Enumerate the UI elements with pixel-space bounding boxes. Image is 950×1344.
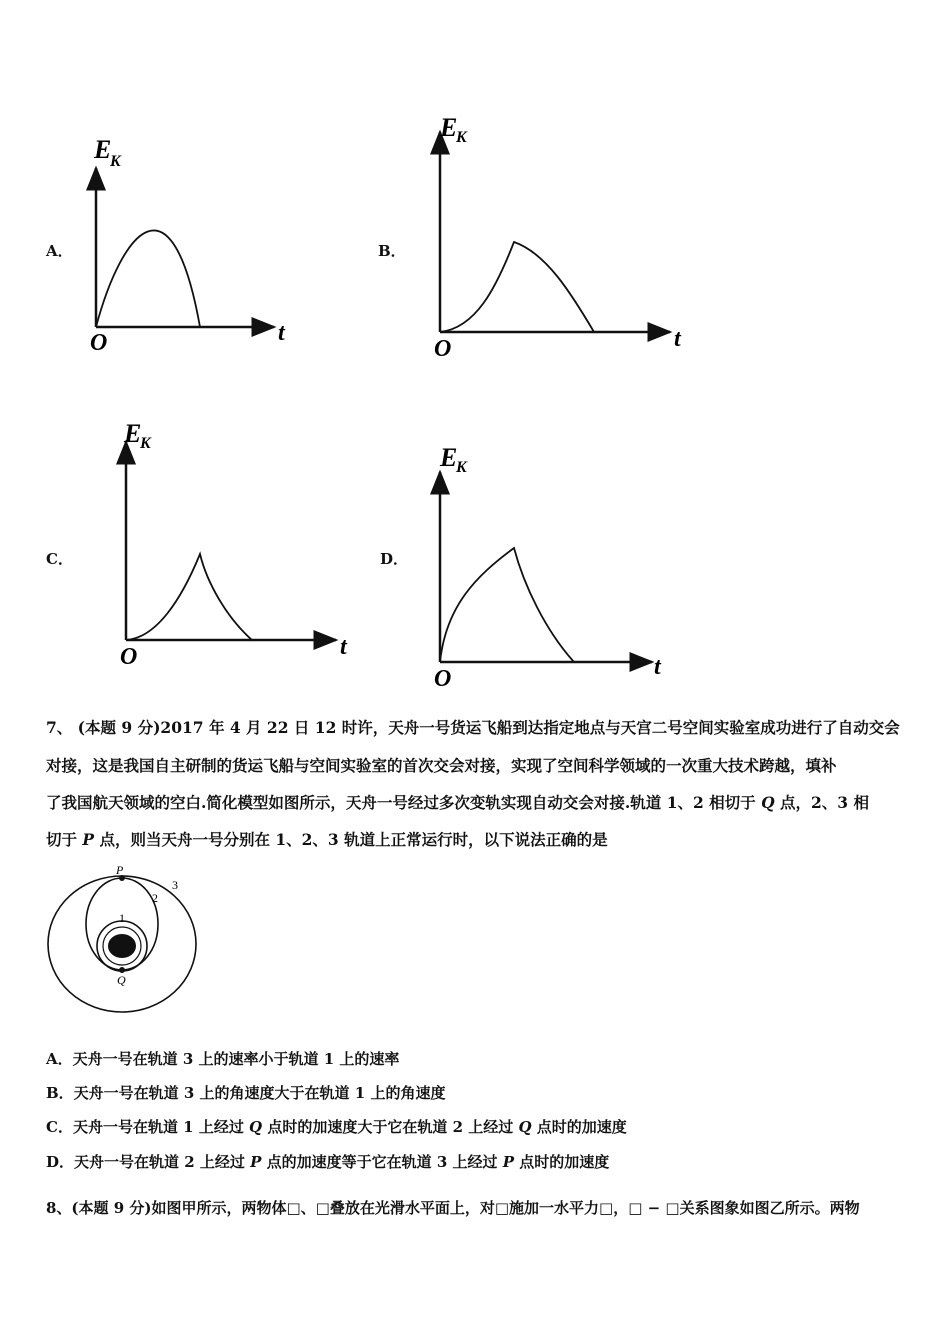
point-q-label: Q [117, 973, 126, 987]
y-axis-label: E [124, 419, 142, 448]
y-axis-label: E [440, 113, 458, 142]
x-axis-label: t [654, 654, 661, 680]
ek-curve [96, 230, 200, 327]
y-axis-label: E [94, 135, 112, 164]
choice-d: D．天舟一号在轨道 2 上经过 P 点的加速度等于它在轨道 3 上经过 P 点时的加速度 [46, 1153, 610, 1171]
origin-label: O [120, 644, 138, 668]
x-axis-label: t [340, 634, 347, 660]
origin-label: O [434, 666, 452, 691]
x-axis-label: t [674, 326, 681, 352]
choice-c: C．天舟一号在轨道 1 上经过 Q 点时的加速度大于它在轨道 2 上经过 Q 点时的加速度 [46, 1118, 627, 1136]
option-c-label: C． [46, 550, 73, 568]
orbit-1-label: 1 [119, 911, 125, 925]
origin-label: O [434, 336, 452, 362]
ek-curve [126, 554, 252, 640]
y-axis-subscript: K [456, 129, 467, 146]
choice-b: B．天舟一号在轨道 3 上的角速度大于在轨道 1 上的角速度 [46, 1084, 446, 1102]
q7-line-2: 对接，这是我国自主研制的货运飞船与空间实验室的首次交会对接，实现了空间科学领域的一次重大技术跨越，填补 [46, 756, 837, 775]
y-axis-label: E [440, 443, 458, 472]
orbit-diagram [40, 862, 210, 1020]
ek-curve [440, 242, 594, 332]
earth [108, 934, 136, 958]
choice-a: A．天舟一号在轨道 3 上的速率小于轨道 1 上的速率 [46, 1050, 400, 1068]
orbit-2-label: 2 [152, 891, 158, 905]
option-b-label: B． [378, 242, 406, 260]
y-axis-subscript: K [140, 435, 151, 452]
graph-a [82, 130, 302, 360]
y-axis-subscript: K [456, 459, 467, 476]
ek-curve [440, 548, 574, 662]
q7-line-4: 切于 P 点，则当天舟一号分别在 1、2、3 轨道上正常运行时，以下说法正确的是 [46, 830, 608, 849]
q8-line-1: 8、(本题 9 分)如图甲所示，两物体□、□叠放在光滑水平面上，对□施加一水平力□，□ − □关系图象如图乙所示。两物 [46, 1199, 860, 1217]
option-a-label: A． [46, 242, 73, 260]
q7-line-3: 了我国航天领域的空白.简化模型如图所示，天舟一号经过多次变轨实现自动交会对接.轨道 1、2 相切于 Q 点，2、3 相 [46, 793, 869, 812]
graph-d [426, 436, 676, 691]
origin-label: O [90, 330, 108, 356]
q7-line-1: 7、 (本题 9 分)2017 年 4 月 22 日 12 时许，天舟一号货运飞船到达指定地点与天宫二号空间实验室成功进行了自动交会 [46, 718, 900, 737]
graph-b [426, 108, 696, 363]
point-p-label: P [116, 863, 124, 877]
orbit-3-label: 3 [172, 878, 178, 892]
graph-c [112, 418, 362, 668]
y-axis-subscript: K [110, 153, 121, 170]
option-d-label: D． [380, 550, 409, 568]
x-axis-label: t [278, 320, 285, 346]
